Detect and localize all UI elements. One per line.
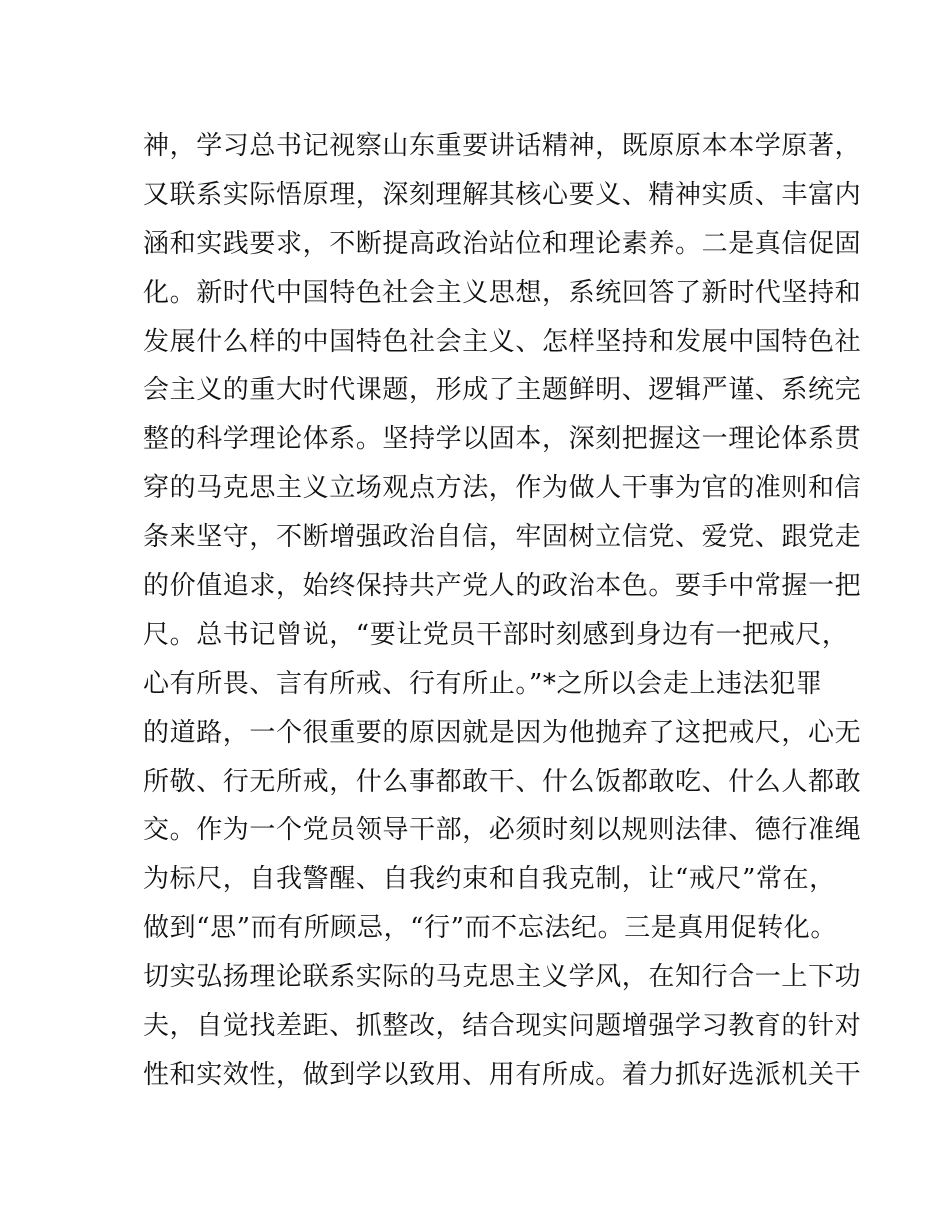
text-line-20: 性和实效性，做到学以致用、用有所成。着力抓好选派机关干 <box>143 1059 862 1090</box>
text-line-8: 穿的马克思主义立场观点方法，作为做人干事为官的准则和信 <box>143 473 862 504</box>
text-line-17: 做到“思”而有所顾忌，“行”而不忘法纪。三是真用促转化。 <box>143 913 837 944</box>
text-line-1: 神，学习总书记视察山东重要讲话精神，既原原本本学原著， <box>143 131 862 161</box>
text-line-6: 会主义的重大时代课题，形成了主题鲜明、逻辑严谨、系统完 <box>143 375 862 406</box>
text-line-10: 的价值追求，始终保持共产党人的政治本色。要手中常握一把 <box>143 571 862 602</box>
body-text <box>143 122 862 1100</box>
text-line-12: 心有所畏、言有所戒、行有所止。”*之所以会走上违法犯罪 <box>143 668 823 699</box>
text-line-9: 条来坚守，不断增强政治自信，牢固树立信党、爱党、跟党走 <box>143 522 862 553</box>
text-line-13: 的道路，一个很重要的原因就是因为他抛弃了这把戒尺，心无 <box>143 717 862 748</box>
text-line-7: 整的科学理论体系。坚持学以固本，深刻把握这一理论体系贯 <box>143 424 862 455</box>
text-line-2: 又联系实际悟原理，深刻理解其核心要义、精神实质、丰富内 <box>143 179 862 210</box>
text-line-18: 切实弘扬理论联系实际的马克思主义学风，在知行合一上下功 <box>143 962 862 993</box>
text-line-14: 所敬、行无所戒，什么事都敢干、什么饭都敢吃、什么人都敢 <box>143 766 862 797</box>
text-line-16: 为标尺，自我警醒、自我约束和自我克制，让“戒尺”常在， <box>143 864 836 895</box>
text-line-15: 交。作为一个党员领导干部，必须时刻以规则法律、德行准绳 <box>143 815 862 846</box>
text-line-11: 尺。总书记曾说，“要让党员干部时刻感到身边有一把戒尺， <box>143 619 849 650</box>
text-line-3: 涵和实践要求，不断提高政治站位和理论素养。二是真信促固 <box>143 228 862 259</box>
text-line-19: 夫，自觉找差距、抓整改，结合现实问题增强学习教育的针对 <box>143 1011 862 1042</box>
text-line-5: 发展什么样的中国特色社会主义、怎样坚持和发展中国特色社 <box>143 326 862 357</box>
text-line-4: 化。新时代中国特色社会主义思想，系统回答了新时代坚持和 <box>143 277 862 308</box>
